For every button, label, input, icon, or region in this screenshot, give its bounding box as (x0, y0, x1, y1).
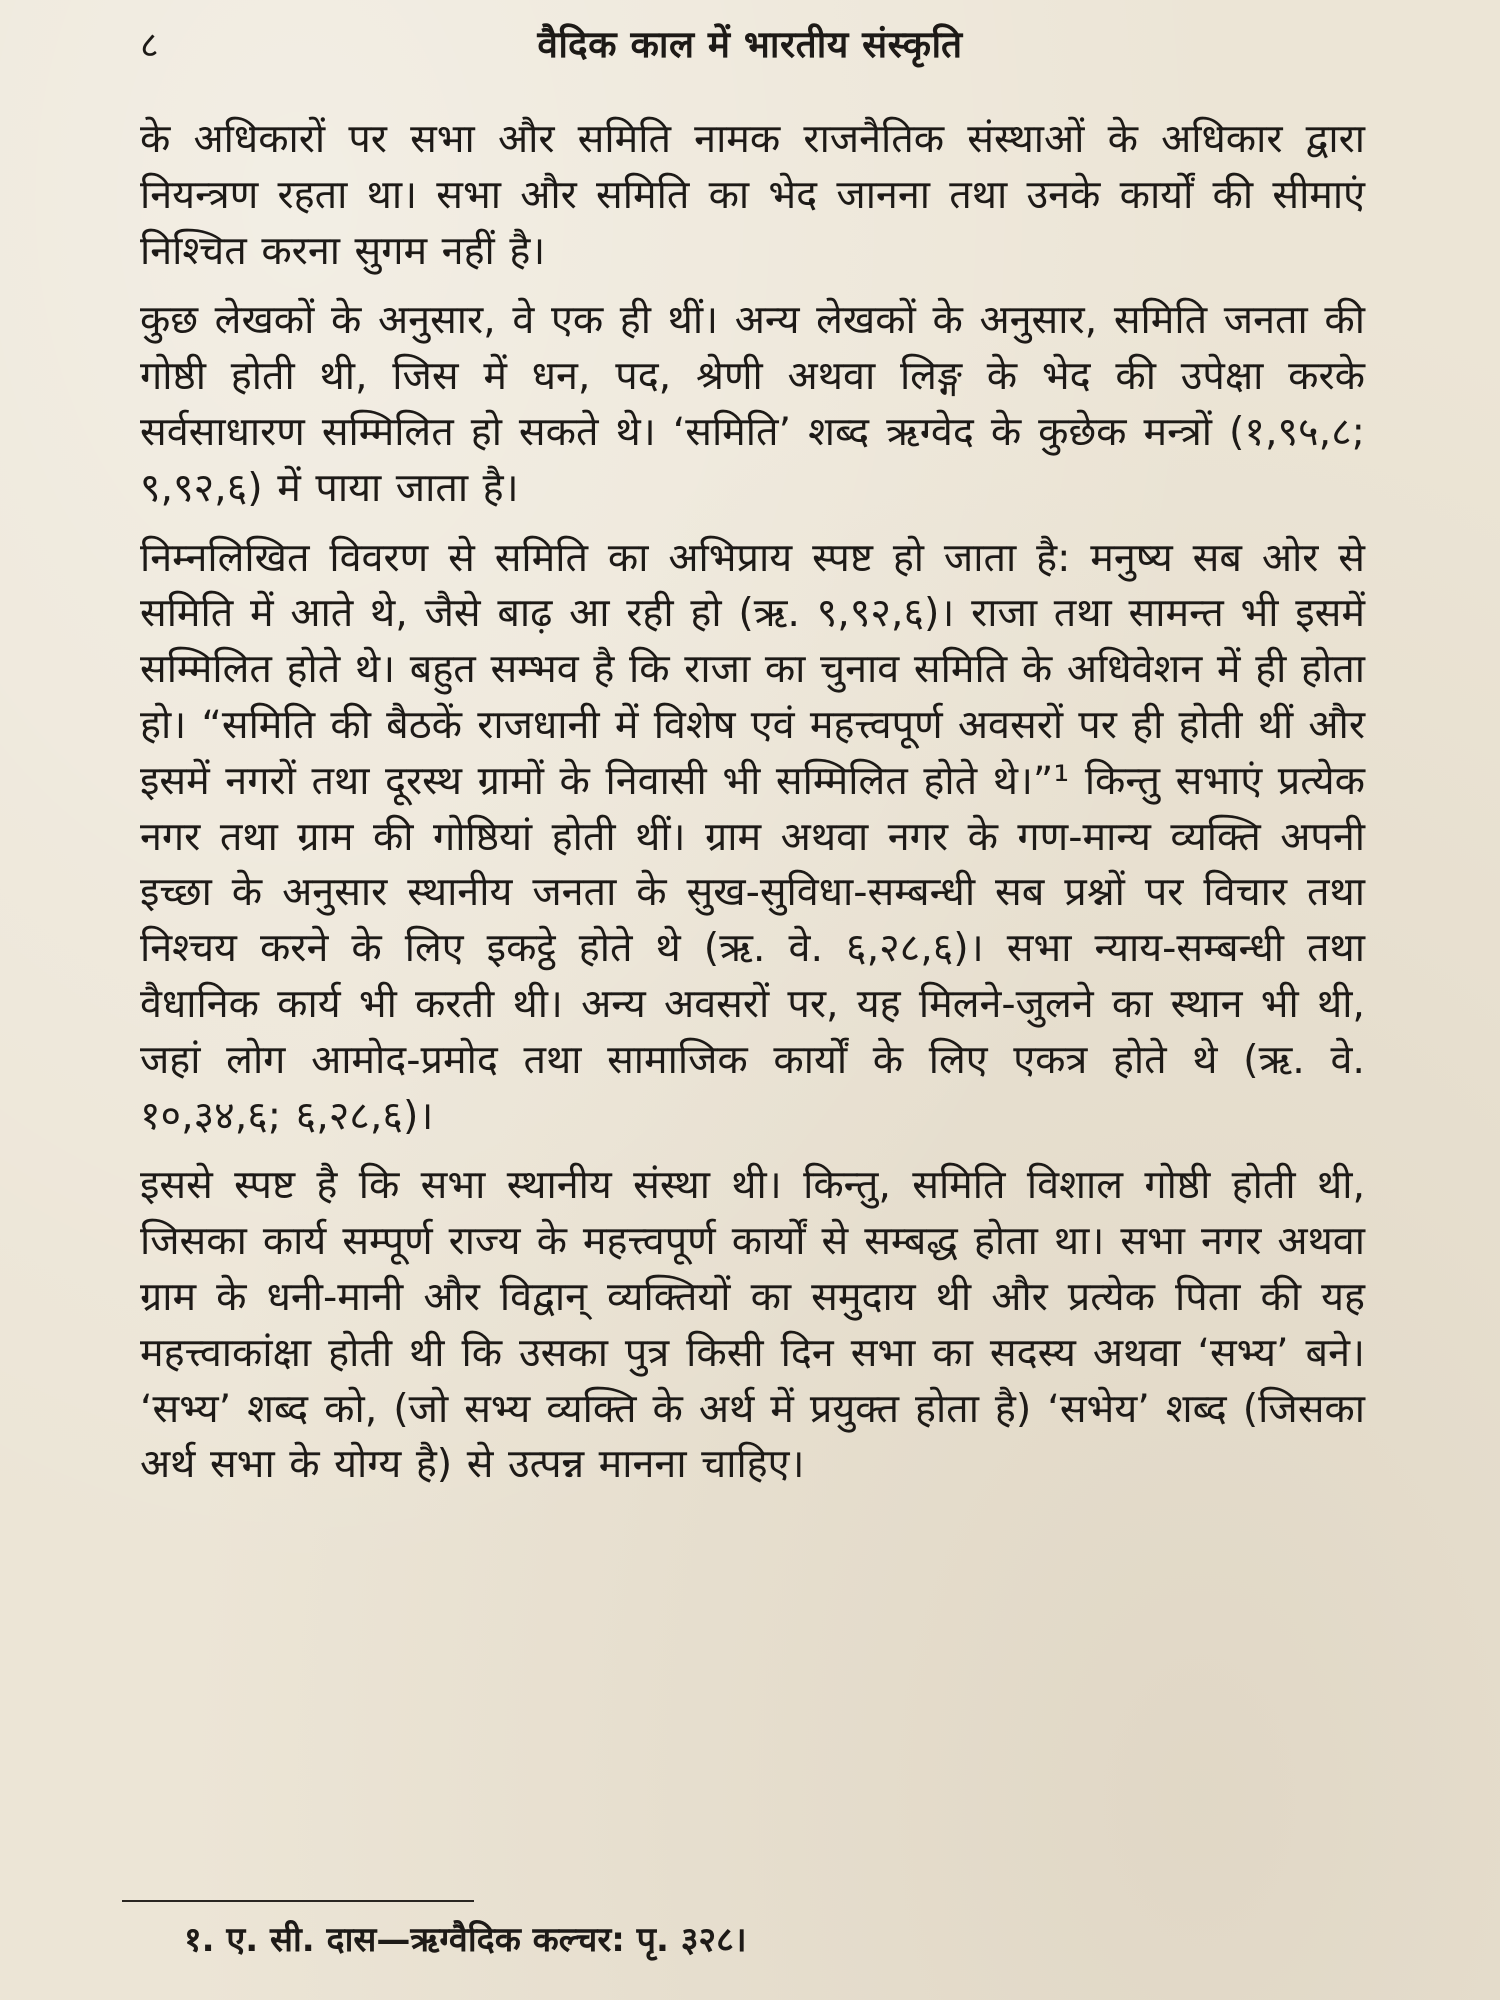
footnote: १. ए. सी. दास—ऋग्वैदिक कल्चर: पृ. ३२८। (184, 1920, 747, 1960)
body-text (140, 112, 1365, 1497)
paragraph-3: निम्नलिखित विवरण से समिति का अभिप्राय स्पष्ट हो जाता है: मनुष्य सब ओर से समिति में आते थे, जैसे बाढ़ आ रही हो (ऋ. ९,९२,६)। राजा तथा सामन्त भी इसमें सम्मिलित होते थे। बहुत सम्भव है कि राजा का चुनाव समिति के अधिवेशन में ही होता हो। “समिति की बैठकें राजधानी में विशेष एवं महत्त्वपूर्ण अवसरों पर ही होती थीं और इसमें नगरों तथा दूरस्थ ग्रामों के निवासी भी सम्मिलित होते थे।”¹ किन्तु सभाएं प्रत्येक नगर तथा ग्राम की गोष्ठियां होती थीं। ग्राम अथवा नगर के गण-मान्य व्यक्ति अपनी इच्छा के अनुसार स्थानीय जनता के सुख-सुविधा-सम्बन्धी सब प्रश्नों पर विचार तथा निश्चय करने के लिए इकट्ठे होते थे (ऋ. वे. ६,२८,६)। सभा न्याय-सम्बन्धी तथा वैधानिक कार्य भी करती थी। अन्य अवसरों पर, यह मिलने-जुलने का स्थान भी थी, जहां लोग आमोद-प्रमोद तथा सामाजिक कार्यों के लिए एकत्र होते थे (ऋ. वे. १०,३४,६; ६,२८,६)। (140, 534, 1365, 1139)
paragraph-1: के अधिकारों पर सभा और समिति नामक राजनैतिक संस्थाओं के अधिकार द्वारा नियन्त्रण रहता था। सभा और समिति का भेद जानना तथा उनके कार्यों की सीमाएं निश्चित करना सुगम नहीं है। (140, 116, 1365, 274)
footnote-divider (122, 1900, 474, 1902)
page-header (0, 22, 1500, 72)
page-number: ८ (140, 25, 159, 66)
running-title: वैदिक काल में भारतीय संस्कृति (537, 23, 963, 66)
paragraph-4: इससे स्पष्ट है कि सभा स्थानीय संस्था थी। किन्तु, समिति विशाल गोष्ठी होती थी, जिसका कार्य सम्पूर्ण राज्य के महत्त्वपूर्ण कार्यों से सम्बद्ध होता था। सभा नगर अथवा ग्राम के धनी-मानी और विद्वान् व्यक्तियों का समुदाय थी और प्रत्येक पिता की यह महत्त्वाकांक्षा होती थी कि उसका पुत्र किसी दिन सभा का सदस्य अथवा ‘सभ्य’ बने। ‘सभ्य’ शब्द को, (जो सभ्य व्यक्ति के अर्थ में प्रयुक्त होता है) ‘सभेय’ शब्द (जिसका अर्थ सभा के योग्य है) से उत्पन्न मानना चाहिए। (140, 1162, 1365, 1488)
paragraph-2: कुछ लेखकों के अनुसार, वे एक ही थीं। अन्य लेखकों के अनुसार, समिति जनता की गोष्ठी होती थी, जिस में धन, पद, श्रेणी अथवा लिङ्ग के भेद की उपेक्षा करके सर्वसाधारण सम्मिलित हो सकते थे। ‘समिति’ शब्द ऋग्वेद के कुछेक मन्त्रों (१,९५,८; ९,९२,६) में पाया जाता है। (140, 297, 1365, 511)
